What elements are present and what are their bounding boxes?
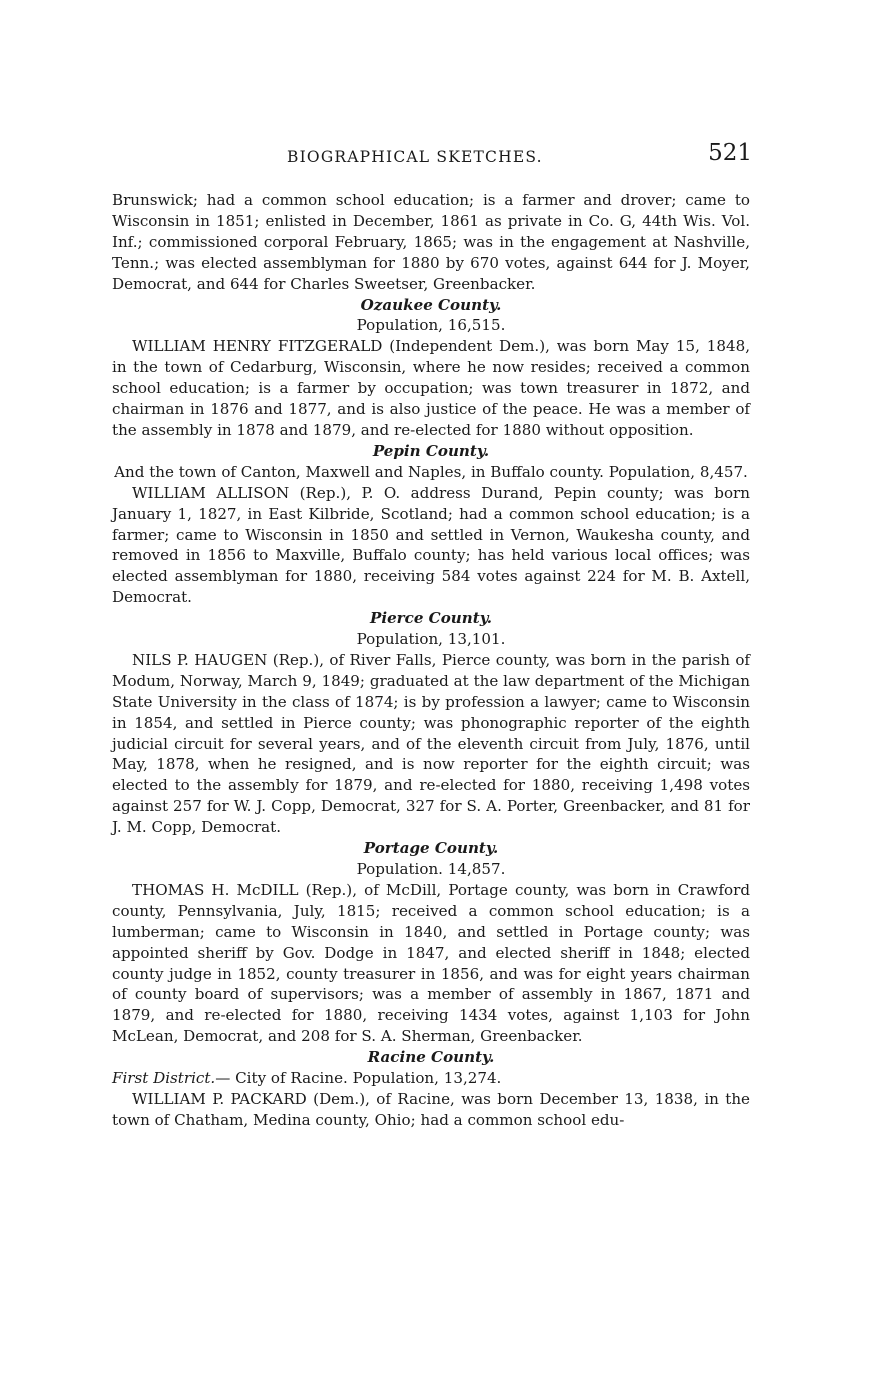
population-ozaukee: Population, 16,515. (356, 316, 506, 335)
bio-allison: WILLIAM ALLISON (Rep.), P. O. address Durand, Pepin county; was born January 1, 1827, in East Kilbride, Scotland; had a common school education; is a farmer; came to Wisconsin in 1850 and settled in Vernon, Waukesha county, and removed in 1856 to Maxville, Buffalo county; has held various local offices; was elected assemblyman for 1880, receiving 584 votes against 224 for M. B. Axtell, Democrat. (112, 483, 750, 607)
population-portage: Population. 14,857. (356, 860, 506, 878)
population-pierce: Population, 13,101. (356, 630, 506, 649)
county-heading-pierce: Pierce County. (370, 609, 492, 628)
district-line (112, 1068, 750, 1089)
bio-mcdill: THOMAS H. McDILL (Rep.), of McDill, Portage county, was born in Crawford county, Pennsylvania, July, 1815; received a common school education; is a lumberman; came to Wisconsin in 1840, and settled in Portage county; was appointed sheriff by Gov. Dodge in 1847, and elected sheriff in 1848; elected county judge in 1852, county treasurer in 1856, and was for eight years chairman of county board of supervisors; was a member of assembly in 1867, 1871 and 1879, and re-elected for 1880, receiving 1434 votes, against 1,103 for John McLean, Democrat, and 208 for S. A. Sherman, Greenbacker. (112, 880, 750, 1046)
page-number: 521 (708, 140, 752, 166)
county-heading-racine: Racine County. (367, 1048, 495, 1067)
district-description: — City of Racine. Population, 13,274. (215, 1069, 502, 1088)
bio-fitzgerald: WILLIAM HENRY FITZGERALD (Independent Dem.), was born May 15, 1848, in the town of Cedarburg, Wisconsin, where he now resides; received a common school education; is a farmer by occupation; was town treasurer in 1872, and chairman in 1876 and 1877, and is also justice of the peace. He was a member of the assembly in 1878 and 1879, and re-elected for 1880 without opposition. (112, 337, 750, 439)
county-heading-ozaukee: Ozaukee County. (360, 295, 502, 314)
continuation-paragraph: Brunswick; had a common school education; is a farmer and drover; came to Wisconsin in 1851; enlisted in December, 1861 as private in Co. G, 44th Wis. Vol. Inf.; commissioned corporal February, 1865; was in the engagement at Nashville, Tenn.; was elected assemblyman for 1880 by 670 votes, against 644 for J. Moyer, Democrat, and 644 for Charles Sweetser, Greenbacker. (112, 191, 750, 293)
page-body (112, 190, 750, 1131)
page-header (112, 142, 752, 172)
bio-haugen: NILS P. HAUGEN (Rep.), of River Falls, Pierce county, was born in the parish of Modum, Norway, March 9, 1849; graduated at the law department of the Michigan State University in the class of 1874; is by profession a lawyer; came to Wisconsin in 1854, and settled in Pierce county; was phonographic reporter of the eighth judicial circuit for several years, and of the eleventh circuit from July, 1876, until May, 1878, when he resigned, and is now reporter for the eighth circuit; was elected to the assembly for 1879, and re-elected for 1880, receiving 1,498 votes against 257 for W. J. Copp, Democrat, 327 for S. A. Porter, Greenbacker, and 81 for J. M. Copp, Democrat. (112, 650, 750, 837)
running-head: BIOGRAPHICAL SKETCHES. (287, 148, 543, 166)
county-heading-pepin: Pepin County. (372, 441, 490, 460)
county-heading-portage: Portage County. (363, 839, 499, 858)
bio-packard: WILLIAM P. PACKARD (Dem.), of Racine, was born December 13, 1838, in the town of Chatham, Medina county, Ohio; had a common school edu- (112, 1089, 750, 1129)
population-pepin: And the town of Canton, Maxwell and Naples, in Buffalo county. Population, 8,457. (114, 462, 748, 481)
district-label: First District. (112, 1069, 216, 1088)
